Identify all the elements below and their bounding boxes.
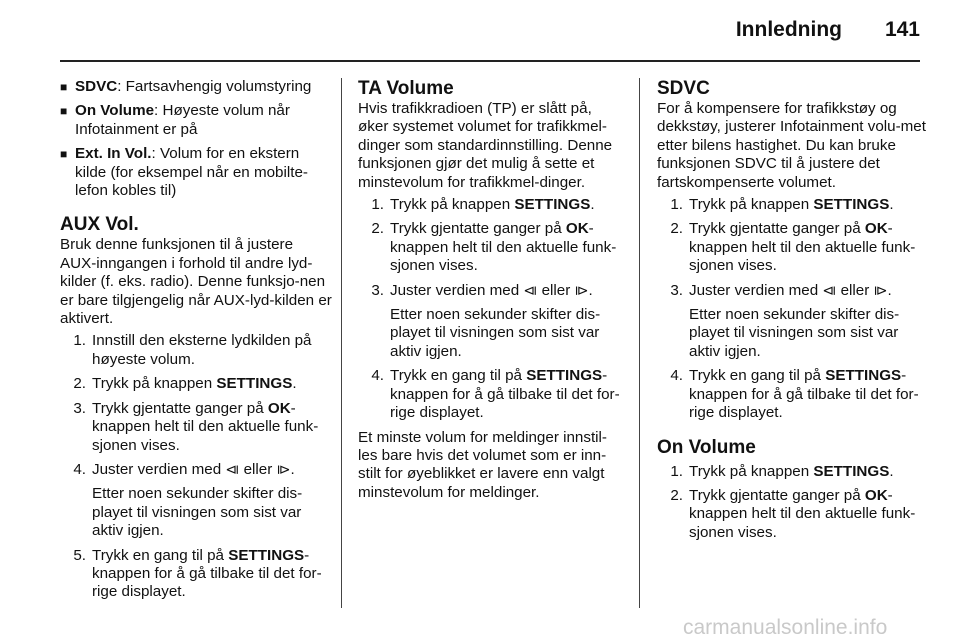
column-divider [341,78,342,608]
section-title: Innledning [735,18,842,41]
step-list [60,332,332,601]
paragraph: Hvis trafikkradioen (TP) er slått på, øker systemet volumet for trafikkmel-dinger som standardinnstilling. Denne funksjonen gjør det mulig å sette et minstevolum for trafikkmel-dinger. [358,100,613,191]
heading-ta-volume: TA Volume [358,78,454,99]
paragraph: For å kompensere for trafikkstøy og dekkstøy, justerer Infotainment volu-met etter bilens hastighet. Du kan bruke funksjonen SDVC til å justere det fartskompenserte volumet. [657,100,926,191]
list-item: 2. Trykk gjentatte ganger på OK-knappen helt til den aktuelle funk-sjonen vises. [670,220,916,275]
page-header [60,0,920,60]
column-2 [358,78,626,502]
arrow-left-icon: ⧏ [822,282,837,299]
step-list [358,196,626,422]
column-3 [657,78,929,548]
arrow-right-icon: ⧐ [276,461,291,478]
arrow-left-icon: ⧏ [523,282,538,299]
list-item: 2. Trykk på knappen SETTINGS. [73,375,297,393]
list-item: 1. Innstill den eksterne lydkilden på høyeste volum. [73,332,312,368]
bullet-item: ■ SDVC: Fartsavhengig volumstyring [60,78,312,95]
header-divider [60,60,920,62]
list-item: 1. Trykk på knappen SETTINGS. [670,462,894,480]
list-item: 3. Juster verdien med ⧏ eller ⧐. Etter noen sekunder skifter dis-playet til visningen som sist var aktiv igjen. [670,281,900,360]
arrow-right-icon: ⧐ [873,282,888,299]
column-1 [60,78,332,608]
bullet-square-icon: ■ [60,80,68,94]
paragraph: Bruk denne funksjonen til å justere AUX-inngangen i forhold til andre lyd-kilder (f. eks. radio). Denne funksjo-nen er bare tilgjengelig når AUX-lyd-kilden er aktivert. [60,236,332,328]
list-item: 2. Trykk gjentatte ganger på OK-knappen helt til den aktuelle funk-sjonen vises. [670,486,916,541]
list-item: 1. Trykk på knappen SETTINGS. [670,196,894,214]
bullet-square-icon: ■ [60,147,68,162]
list-item: 4. Trykk en gang til på SETTINGS-knappen for å gå tilbake til det for-rige displayet. [670,367,919,422]
page-number: 141 [884,18,920,41]
list-item: 2. Trykk gjentatte ganger på OK-knappen helt til den aktuelle funk-sjonen vises. [371,220,617,275]
arrow-left-icon: ⧏ [225,461,240,478]
list-item: 4. Juster verdien med ⧏ eller ⧐. Etter noen sekunder skifter dis-playet til visningen som sist var aktiv igjen. [73,460,303,540]
list-item: 4. Trykk en gang til på SETTINGS-knappen for å gå tilbake til det for-rige displayet. [371,367,620,422]
arrow-right-icon: ⧐ [574,282,589,299]
bullet-item: ■ On Volume: Høyeste volum når Infotainment er på [60,102,290,138]
bullet-square-icon: ■ [60,104,68,119]
watermark: carmanualsonline.info [683,616,888,639]
list-item: 5. Trykk en gang til på SETTINGS-knappen for å gå tilbake til det for-rige displayet. [73,546,322,601]
heading-sdvc: SDVC [657,78,710,99]
step-list [657,196,929,422]
heading-aux-vol: AUX Vol. [60,214,139,236]
list-item: 3. Juster verdien med ⧏ eller ⧐. Etter noen sekunder skifter dis-playet til visningen som sist var aktiv igjen. [371,281,601,360]
list-item: 1. Trykk på knappen SETTINGS. [371,196,595,214]
step-list [657,463,929,543]
list-item: 3. Trykk gjentatte ganger på OK-knappen helt til den aktuelle funk-sjonen vises. [73,399,319,454]
paragraph: Et minste volum for meldinger innstil-les bare hvis det volumet som er inn-stilt for øyeblikket er lavere enn valgt minstevolum for meldinger. [358,428,607,501]
bullet-item: ■ Ext. In Vol.: Volum for en ekstern kilde (for eksempel når en mobilte-lefon kobles til) [60,145,308,200]
heading-on-volume: On Volume [657,436,756,458]
column-divider [639,78,640,608]
